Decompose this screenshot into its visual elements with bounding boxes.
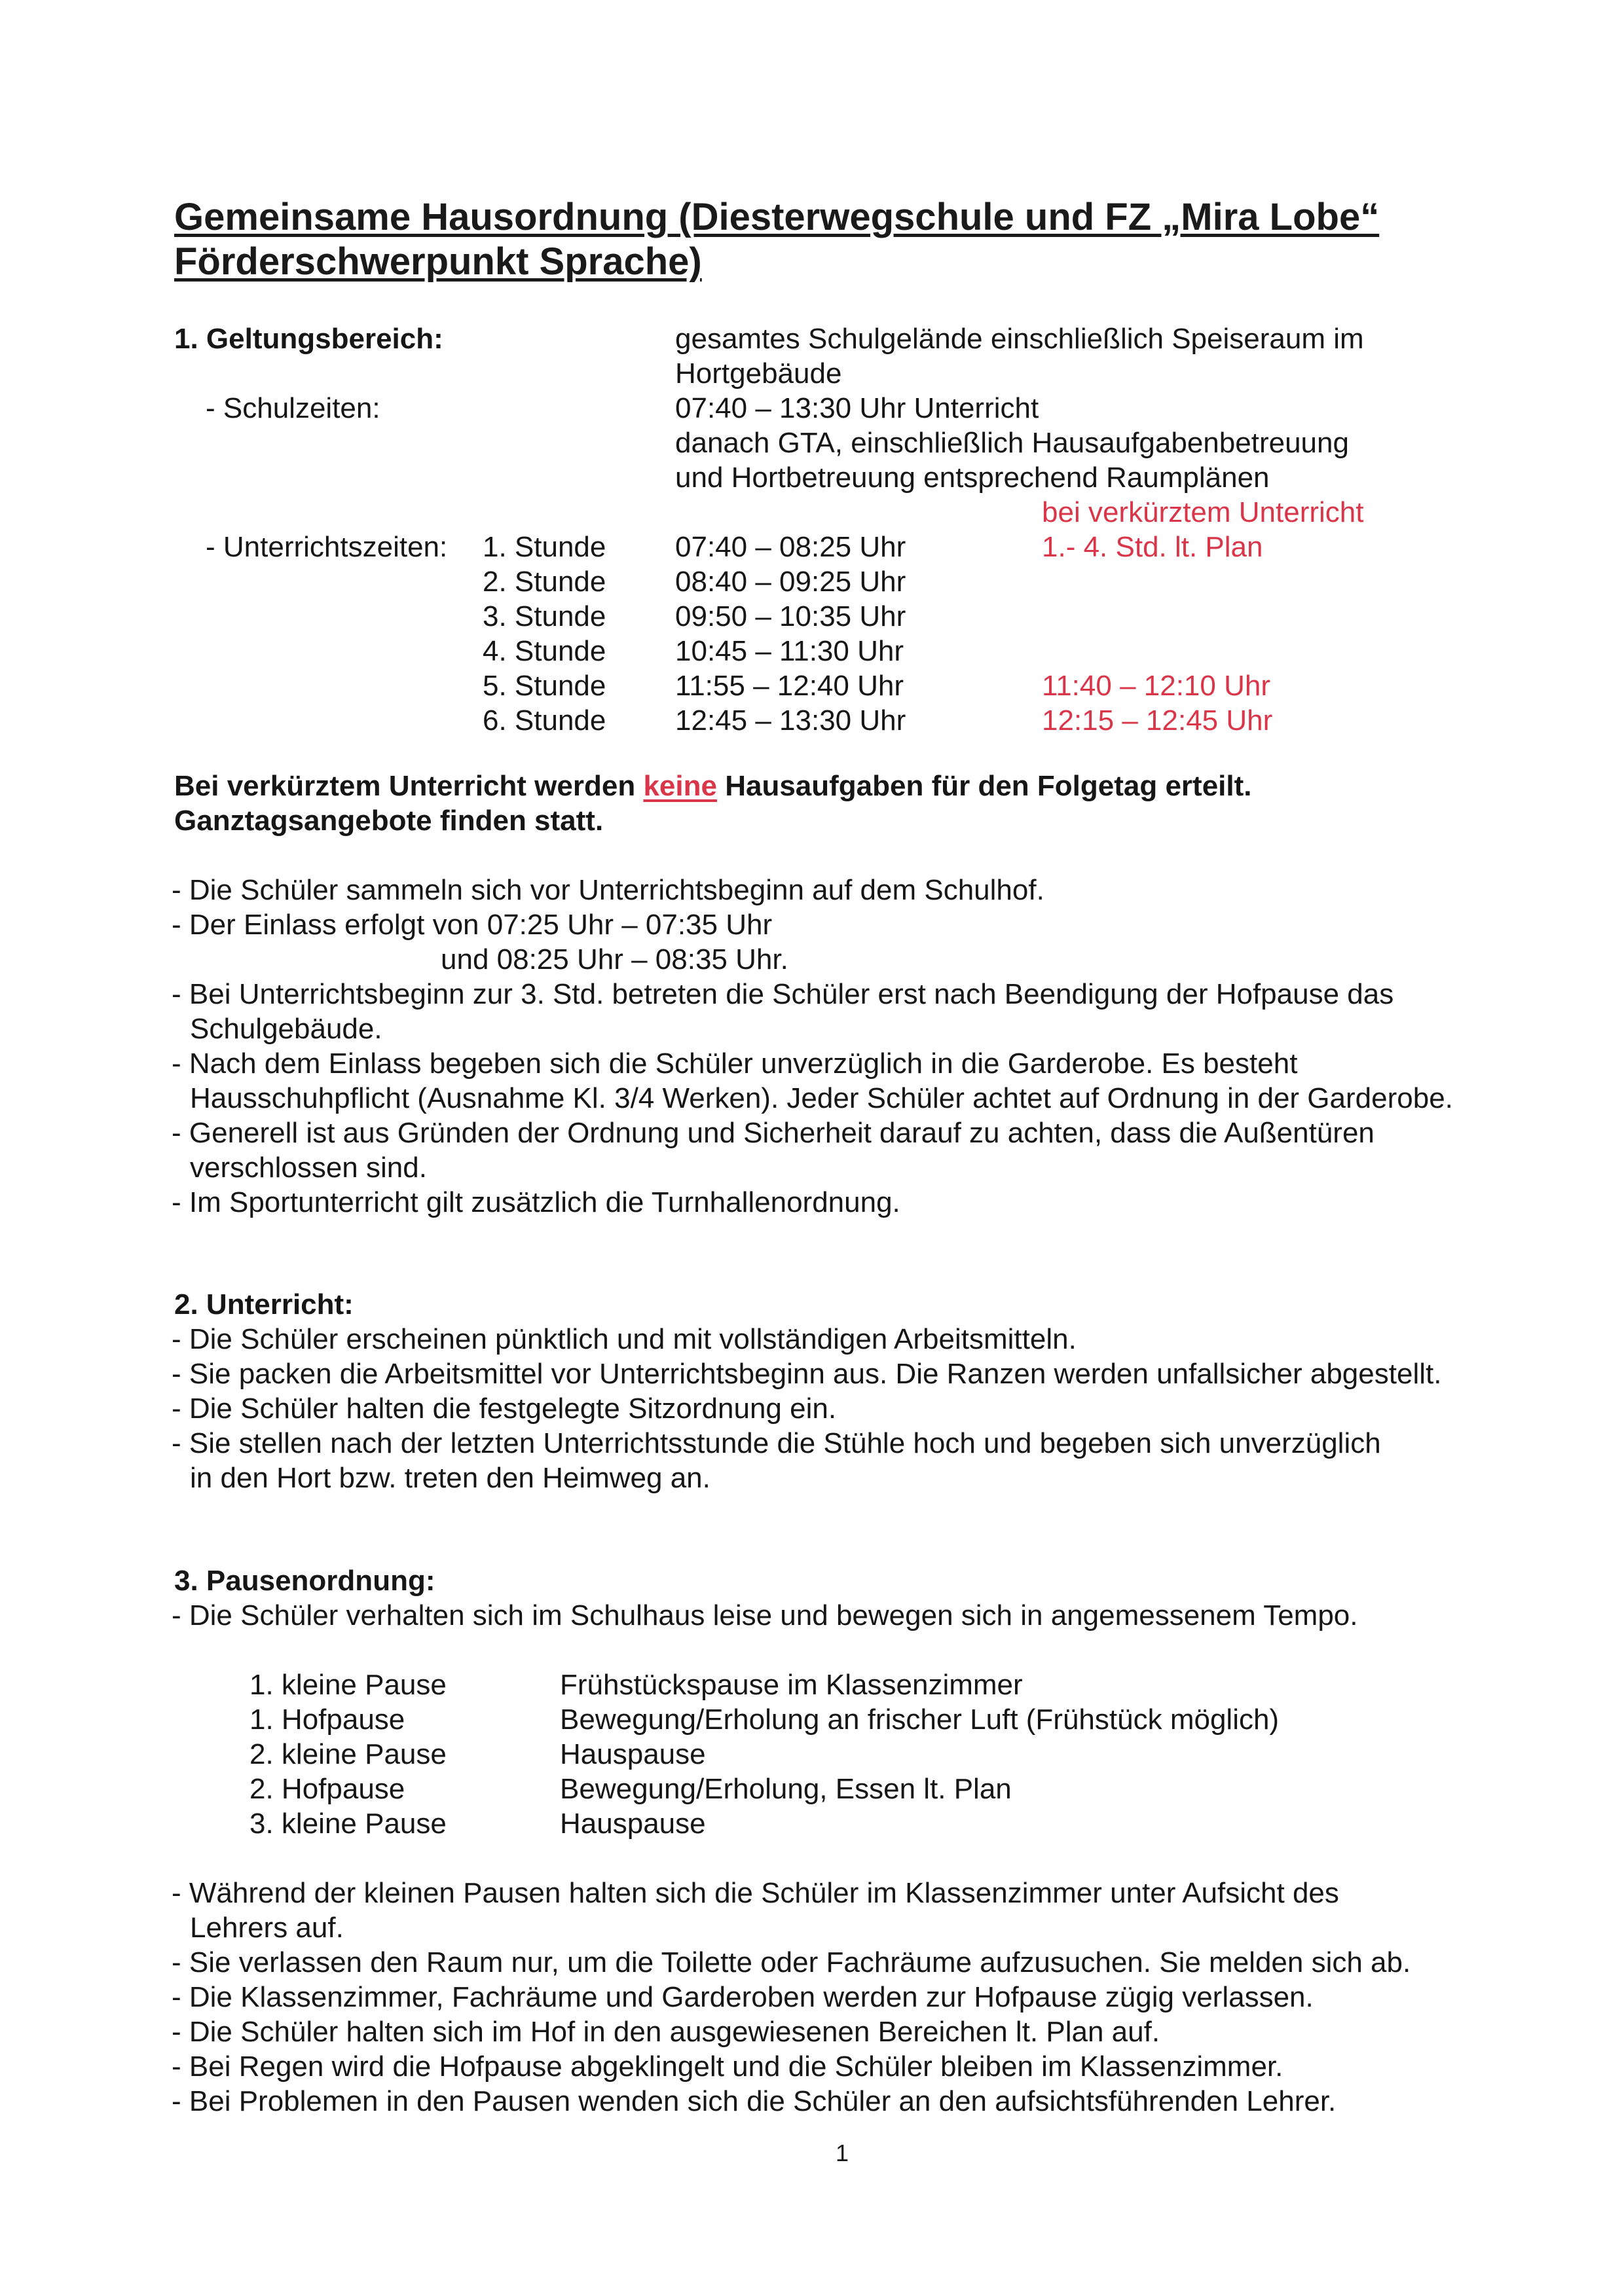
rule-line: - Generell ist aus Gründen der Ordnung und Sicherheit darauf zu achten, dass die Außentüren [172,1117,1375,1149]
break-desc: Bewegung/Erholung, Essen lt. Plan [560,1773,1012,1805]
shortened-lessons-notice [174,769,1252,803]
rule-line: - Bei Regen wird die Hofpause abgeklingelt und die Schüler bleiben im Klassenzimmer. [172,2050,1283,2083]
rule-line: Hausschuhpflicht (Ausnahme Kl. 3/4 Werken). Jeder Schüler achtet auf Ordnung in der Garderobe. [190,1082,1453,1114]
lesson-name: 6. Stunde [483,704,606,737]
rule-line: - Der Einlass erfolgt von 07:25 Uhr – 07:35 Uhr [172,909,773,941]
schulzeiten-line-2: danach GTA, einschließlich Hausaufgabenbetreuung [675,427,1349,459]
rule-line: - Im Sportunterricht gilt zusätzlich die Turnhallenordnung. [172,1186,900,1218]
break-desc: Bewegung/Erholung an frischer Luft (Frühstück möglich) [560,1704,1280,1736]
shortened-lessons-header: bei verkürztem Unterricht [1042,496,1364,528]
rule-line: und 08:25 Uhr – 08:35 Uhr. [441,943,788,975]
break-name: 3. kleine Pause [249,1808,447,1840]
rule-line: - Sie packen die Arbeitsmittel vor Unterrichtsbeginn aus. Die Ranzen werden unfallsicher abgestellt. [172,1358,1442,1390]
rule-line: - Die Schüler halten sich im Hof in den ausgewiesenen Bereichen lt. Plan auf. [172,2016,1160,2048]
lesson-short-time: 1.- 4. Std. lt. Plan [1042,531,1263,563]
notice-line-2: Ganztagsangebote finden statt. [174,805,604,837]
rule-line: - Die Schüler erscheinen pünktlich und mit vollständigen Arbeitsmitteln. [172,1323,1077,1355]
lesson-name: 1. Stunde [483,531,606,563]
title-line-2: Förderschwerpunkt Sprache) [174,240,702,283]
notice-part-1: Bei verkürztem Unterricht werden [174,770,644,802]
notice-part-2: Hausaufgaben für den Folgetag erteilt. [716,770,1252,802]
lesson-short-time: 11:40 – 12:10 Uhr [1042,670,1270,702]
scope-line-2: Hortgebäude [675,357,842,390]
page-number: 1 [836,2140,849,2166]
rule-line: - Sie verlassen den Raum nur, um die Toilette oder Fachräume aufzusuchen. Sie melden sich ab. [172,1946,1411,1978]
break-name: 2. Hofpause [249,1773,405,1805]
notice-keyword: keine [643,770,717,802]
rule-line: - Sie stellen nach der letzten Unterrichtsstunde die Stühle hoch und begeben sich unverzüglich [172,1427,1381,1459]
break-name: 1. kleine Pause [249,1669,447,1701]
break-desc: Hauspause [560,1808,706,1840]
scope-line-1: gesamtes Schulgelände einschließlich Speiseraum im [675,323,1364,355]
lesson-name: 5. Stunde [483,670,606,702]
schulzeiten-line-1: 07:40 – 13:30 Uhr Unterricht [675,392,1039,424]
section1-heading: 1. Geltungsbereich: [174,323,443,355]
rule-line: - Die Schüler halten die festgelegte Sitzordnung ein. [172,1393,837,1425]
lesson-name: 3. Stunde [483,600,606,632]
rule-line: - Die Schüler sammeln sich vor Unterrichtsbeginn auf dem Schulhof. [172,874,1044,906]
rule-line: - Während der kleinen Pausen halten sich die Schüler im Klassenzimmer unter Aufsicht des [172,1877,1339,1909]
lesson-time: 11:55 – 12:40 Uhr [675,670,904,702]
lesson-name: 4. Stunde [483,635,606,667]
lesson-name: 2. Stunde [483,566,606,598]
break-name: 2. kleine Pause [249,1738,447,1770]
break-desc: Frühstückspause im Klassenzimmer [560,1669,1023,1701]
break-desc: Hauspause [560,1738,706,1770]
title-line-1: Gemeinsame Hausordnung (Diesterwegschule und FZ „Mira Lobe“ [174,196,1380,238]
section3-intro: - Die Schüler verhalten sich im Schulhaus leise und bewegen sich in angemessenem Tempo. [172,1599,1358,1631]
rule-line: - Bei Problemen in den Pausen wenden sich die Schüler an den aufsichtsführenden Lehrer. [172,2085,1337,2117]
rule-line: in den Hort bzw. treten den Heimweg an. [190,1462,710,1494]
rule-line: - Die Klassenzimmer, Fachräume und Garderoben werden zur Hofpause zügig verlassen. [172,1981,1314,2013]
schulzeiten-line-3: und Hortbetreuung entsprechend Raumplänen [675,462,1270,494]
rule-line: verschlossen sind. [190,1152,427,1184]
lesson-short-time: 12:15 – 12:45 Uhr [1042,704,1273,737]
schulzeiten-label: - Schulzeiten: [206,392,380,424]
section3-heading: 3. Pausenordnung: [174,1565,435,1597]
rule-line: - Bei Unterrichtsbeginn zur 3. Std. betreten die Schüler erst nach Beendigung der Hofpause das [172,978,1394,1010]
lesson-time: 07:40 – 08:25 Uhr [675,531,906,563]
lesson-time: 09:50 – 10:35 Uhr [675,600,906,632]
lesson-time: 08:40 – 09:25 Uhr [675,566,906,598]
unterrichtszeiten-label: - Unterrichtszeiten: [206,531,448,563]
rule-line: Lehrers auf. [190,1912,344,1944]
lesson-time: 12:45 – 13:30 Uhr [675,704,906,737]
rule-line: Schulgebäude. [190,1013,382,1045]
section2-heading: 2. Unterricht: [174,1288,354,1321]
lesson-time: 10:45 – 11:30 Uhr [675,635,904,667]
document-title [174,195,1418,284]
break-name: 1. Hofpause [249,1704,405,1736]
rule-line: - Nach dem Einlass begeben sich die Schüler unverzüglich in die Garderobe. Es besteht [172,1048,1298,1080]
